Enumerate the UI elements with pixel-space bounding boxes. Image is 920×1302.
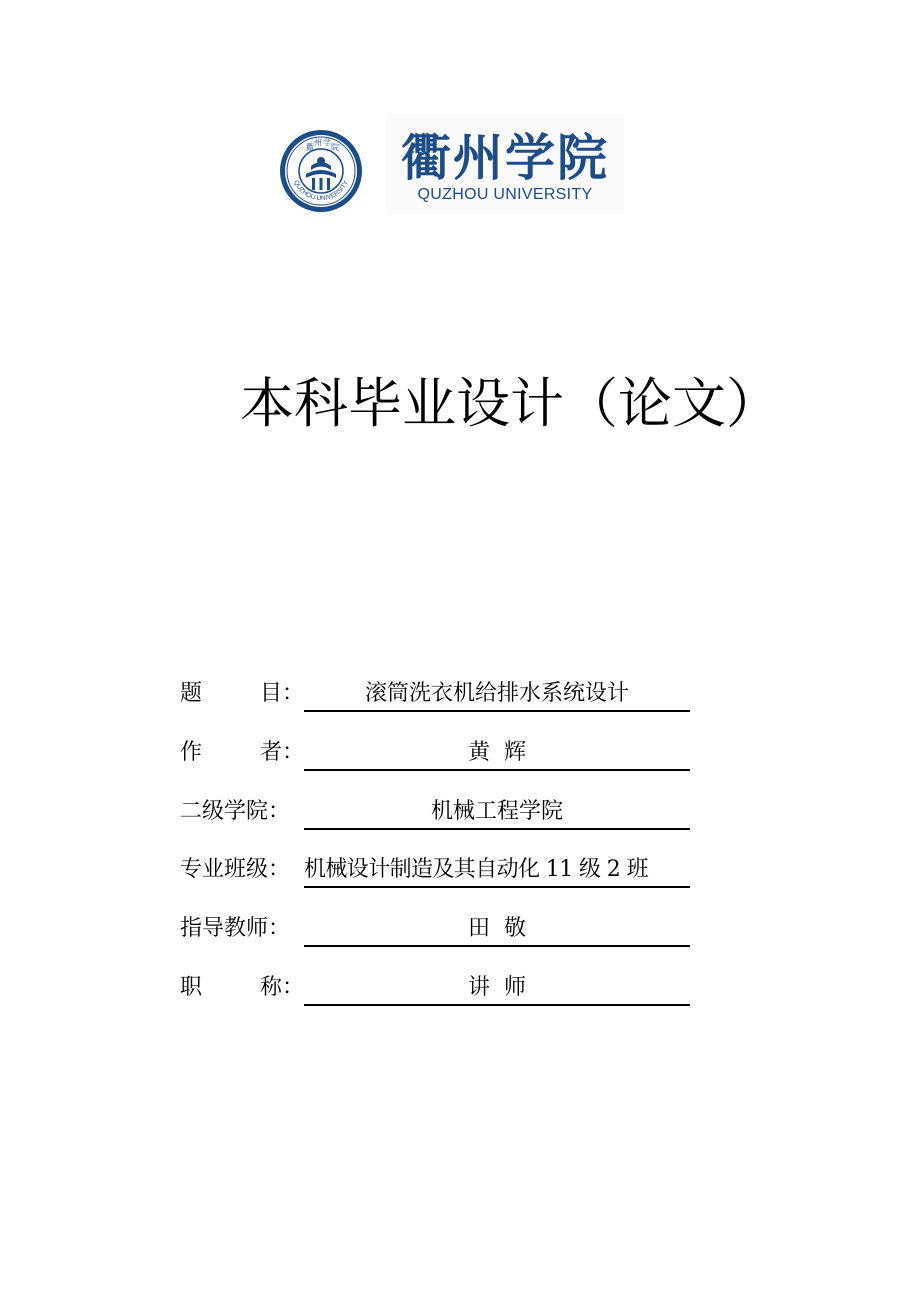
field-label-class: 专业班级：	[180, 857, 291, 883]
field-row-class	[180, 852, 700, 911]
field-value-author: 黄 辉	[304, 735, 690, 771]
university-name-en: QUZHOU UNIVERSITY	[417, 186, 593, 203]
field-row-advisor	[180, 911, 700, 970]
seal-text: QUZHOU UNIVERSITY	[292, 179, 350, 203]
document-title: 本科毕业设计（论文）	[240, 372, 780, 435]
svg-text:学: 学	[323, 138, 331, 147]
university-name-cn: 衢州学院	[401, 128, 609, 187]
field-label-rank: 职 称：	[180, 974, 304, 1000]
field-label-advisor: 指导教师：	[180, 916, 291, 942]
svg-text:衢: 衢	[306, 143, 314, 152]
field-value-college: 机械工程学院	[304, 794, 690, 830]
field-label-author: 作 者：	[180, 739, 304, 765]
field-label-topic: 题 目：	[180, 681, 304, 706]
field-row-author	[180, 735, 700, 794]
field-row-topic	[180, 676, 700, 735]
field-row-college	[180, 794, 700, 853]
university-seal-icon	[278, 128, 364, 214]
field-label-college: 二级学院：	[180, 798, 291, 824]
field-value-class: 机械设计制造及其自动化 11 级 2 班	[304, 852, 690, 888]
university-wordmark	[386, 114, 624, 214]
field-value-advisor: 田 敬	[304, 911, 690, 947]
svg-text:州: 州	[314, 138, 322, 147]
field-row-rank	[180, 970, 700, 1029]
info-table	[180, 676, 700, 1029]
university-logo	[278, 114, 624, 214]
field-value-topic: 滚筒洗衣机给排水系统设计	[304, 676, 690, 712]
svg-text:院: 院	[331, 143, 339, 152]
field-value-rank: 讲 师	[304, 970, 690, 1006]
